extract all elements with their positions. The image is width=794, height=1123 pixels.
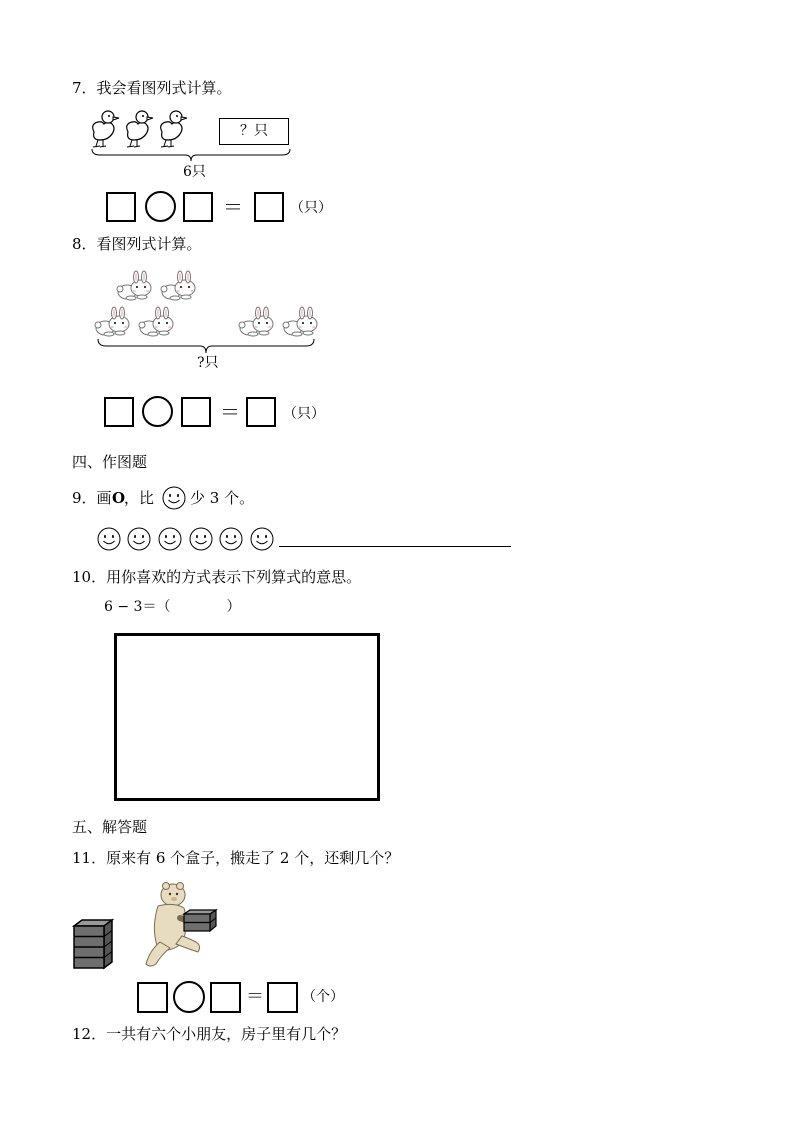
- operator-circle[interactable]: [142, 396, 173, 427]
- total-brace: [96, 338, 318, 354]
- question-10-title: 10．用你喜欢的方式表示下列算式的意思。: [72, 568, 362, 586]
- question-9-middle: ，比: [124, 489, 155, 507]
- expression: 6 − 3＝（ ）: [104, 599, 241, 615]
- smiley-row: [96, 527, 516, 551]
- section-4-heading: 四、作图题: [72, 453, 148, 471]
- answer-line[interactable]: [279, 546, 511, 547]
- smiley-icon: [220, 528, 242, 550]
- rabbit-icon: [95, 307, 129, 336]
- question-9-prefix: 9．画: [72, 489, 112, 507]
- unit-label: （只）: [290, 200, 332, 216]
- duck-icon: [161, 111, 187, 147]
- rabbit-icon: [239, 307, 273, 336]
- question-11-title: 11．原来有 6 个盒子，搬走了 2 个，还剩几个？: [72, 849, 400, 867]
- operator-circle[interactable]: [173, 981, 205, 1013]
- smiley-icon: [251, 528, 273, 550]
- ducks-illustration: [88, 108, 198, 152]
- answer-box-2[interactable]: [210, 982, 241, 1013]
- answer-box-1[interactable]: [104, 397, 134, 427]
- smiley-icon: [128, 528, 150, 550]
- answer-box-1[interactable]: [137, 982, 168, 1013]
- total-label: ?只: [197, 355, 219, 371]
- total-brace: [90, 148, 292, 162]
- question-9-suffix: 少 3 个。: [190, 489, 255, 507]
- result-box[interactable]: [246, 397, 276, 427]
- question-8-title: 8．看图列式计算。: [72, 235, 202, 253]
- rabbit-icon: [161, 271, 195, 300]
- smiley-icon: [159, 528, 181, 550]
- smiley-icon: [190, 528, 212, 550]
- rabbit-icon: [117, 271, 151, 300]
- answer-box-1[interactable]: [106, 192, 136, 222]
- duck-icon: [127, 111, 153, 147]
- circle-shape-symbol: O: [112, 489, 126, 507]
- result-box[interactable]: [267, 982, 298, 1013]
- section-5-heading: 五、解答题: [72, 818, 148, 836]
- rabbit-icon: [139, 307, 173, 336]
- result-box[interactable]: [254, 192, 284, 222]
- unknown-quantity-box: ？只: [219, 118, 289, 145]
- equals-sign: ＝: [246, 986, 264, 1007]
- smiley-icon: [162, 486, 186, 510]
- equals-sign: ＝: [223, 195, 243, 219]
- drawing-area[interactable]: [114, 633, 380, 801]
- answer-box-2[interactable]: [183, 192, 213, 222]
- answer-box-2[interactable]: [181, 397, 211, 427]
- smiley-icon: [98, 528, 120, 550]
- equals-sign: ＝: [220, 400, 240, 424]
- total-label: 6只: [183, 164, 206, 180]
- bear-carrying-boxes-icon: [140, 880, 222, 970]
- rabbit-icon: [283, 307, 317, 336]
- box-stack-icon: [72, 918, 114, 970]
- unit-label: （只）: [283, 406, 325, 422]
- unit-label: （个）: [302, 989, 344, 1005]
- question-7-title: 7．我会看图列式计算。: [72, 79, 232, 97]
- question-12-title: 12．一共有六个小朋友，房子里有几个？: [72, 1025, 347, 1043]
- duck-icon: [93, 111, 119, 147]
- operator-circle[interactable]: [145, 191, 176, 222]
- rabbits-illustration: [92, 270, 324, 342]
